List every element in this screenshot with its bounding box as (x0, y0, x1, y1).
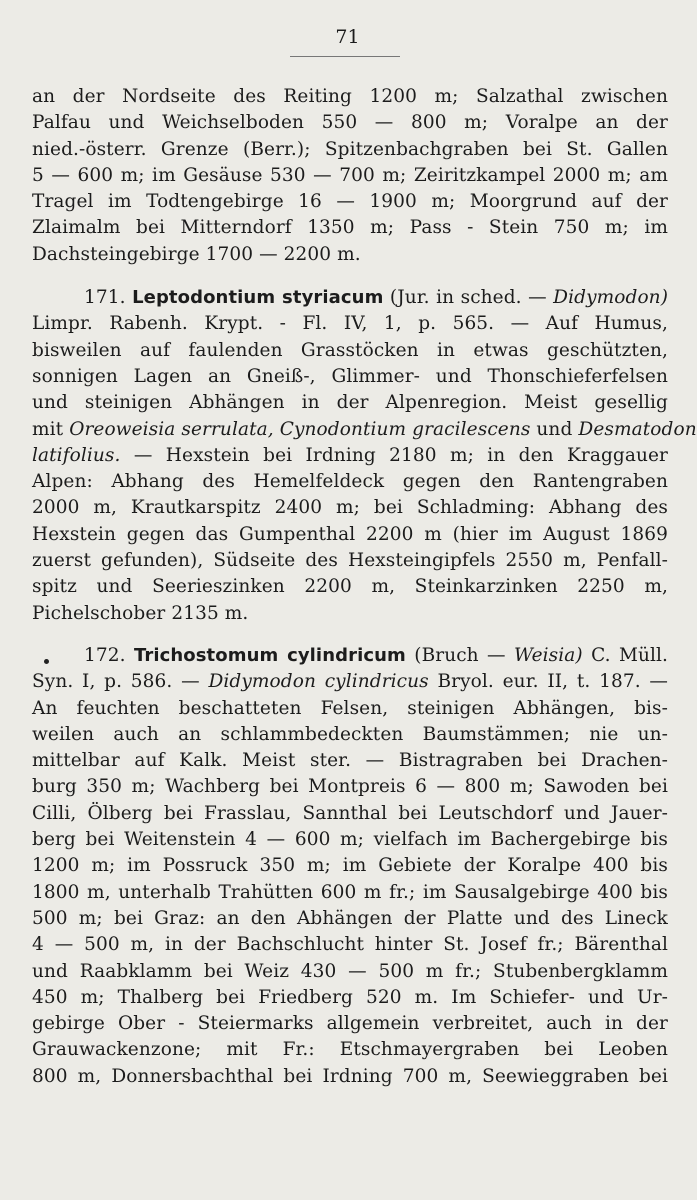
ink-speck (44, 659, 49, 664)
text-line: 450 m; Thalberg bei Friedberg 520 m. Im Schiefer- und Ur- (32, 986, 668, 1008)
entry-number: 171. (84, 287, 126, 309)
page-number: 71 (335, 26, 360, 48)
text-line: Limpr. Rabenh. Krypt. - Fl. IV, 1, p. 565. — Auf Humus, (32, 313, 668, 335)
text-line: 5 — 600 m; im Gesäuse 530 — 700 m; Zeiritzkampel 2000 m; am (32, 164, 668, 186)
text-line: nied.-österr. Grenze (Berr.); Spitzenbachgraben bei St. Gallen (32, 138, 668, 160)
italic-segment: Didymodon cylindricus (208, 671, 429, 693)
text-line: an der Nordseite des Reiting 1200 m; Salzathal zwischen (32, 86, 668, 107)
text-line: und Raabklamm bei Weiz 430 — 500 m fr.; Stubenbergklamm (32, 960, 668, 982)
text-line: sonnigen Lagen an Gneiß-, Glimmer- und Thonschieferfelsen (32, 365, 668, 387)
italic-segment: latifolius. (32, 444, 121, 466)
text-line (32, 669, 668, 695)
text-line: burg 350 m; Wachberg bei Montpreis 6 — 800 m; Sawoden bei (32, 776, 668, 798)
species-name: Trichostomum cylindricum (133, 644, 406, 666)
entry-number: 172. (84, 644, 126, 666)
text-line: Dachsteingebirge 1700 — 2200 m. (32, 243, 361, 265)
text-line: Zlaimalm bei Mitterndorf 1350 m; Pass - Stein 750 m; im (32, 217, 668, 239)
text-line: Hexstein gegen das Gumpenthal 2200 m (hier im August 1869 (32, 523, 668, 545)
text-segment: — Hexstein bei Irdning 2180 m; in den Kraggauer (133, 444, 668, 466)
text-line (32, 417, 697, 443)
text-line: Cilli, Ölberg bei Frasslau, Sannthal bei Leutschdorf und Jauer- (32, 802, 668, 824)
italic-segment: Desmatodon (578, 418, 697, 440)
text-line: An feuchten beschatteten Felsen, steinigen Abhängen, bis- (32, 697, 668, 719)
text-segment: (Jur. in sched. — (389, 287, 547, 309)
text-line: 1200 m; im Possruck 350 m; im Gebiete der Koralpe 400 bis (32, 855, 668, 877)
entry-172 (32, 643, 668, 1090)
text-line: zuerst gefunden), Südseite des Hexsteingipfels 2550 m, Penfall- (32, 550, 668, 572)
italic-segment: Didymodon) (553, 287, 669, 309)
text-line: 2000 m, Krautkarspitz 2400 m; bei Schladming: Abhang des (32, 497, 668, 519)
text-line: und steinigen Abhängen in der Alpenregion. Meist gesellig (32, 392, 668, 414)
entry-heading (32, 643, 668, 669)
text-line: spitz und Seerieszinken 2200 m, Steinkarzinken 2250 m, (32, 576, 668, 598)
text-line: 1800 m, unterhalb Trahütten 600 m fr.; im Sausalgebirge 400 bis (32, 881, 668, 903)
text-line: Alpen: Abhang des Hemelfeldeck gegen den Rantengraben (32, 471, 668, 493)
italic-segment: Weisia) (513, 644, 583, 666)
species-name: Leptodontium styriacum (132, 287, 384, 309)
text-line (32, 443, 668, 469)
header-rule (290, 56, 400, 57)
text-line: weilen auch an schlammbedeckten Baumstämmen; nie un- (32, 723, 668, 745)
text-segment: mit (32, 418, 64, 440)
text-line: Palfau und Weichselboden 550 — 800 m; Voralpe an der (32, 112, 668, 134)
italic-segment: Oreoweisia serrulata, Cynodontium gracilescens (69, 418, 531, 440)
text-line: Pichelschober 2135 m. (32, 602, 249, 624)
entry-171 (32, 285, 697, 627)
text-segment: und (536, 418, 573, 440)
text-line: Grauwackenzone; mit Fr.: Etschmayergraben bei Leoben (32, 1039, 668, 1061)
entry-heading (32, 285, 668, 311)
text-line: bisweilen auf faulenden Grasstöcken in etwas geschützten, (32, 339, 668, 361)
text-line: 800 m, Donnersbachthal bei Irdning 700 m, Seewieggraben bei (32, 1065, 668, 1087)
text-line: berg bei Weitenstein 4 — 600 m; vielfach im Bachergebirge bis (32, 829, 668, 851)
text-segment: (Bruch — (414, 644, 506, 666)
text-line: gebirge Ober - Steiermarks allgemein verbreitet, auch in der (32, 1013, 668, 1035)
continuation-paragraph (32, 84, 668, 268)
text-segment: C. Müll. (591, 644, 669, 666)
text-line: 500 m; bei Graz: an den Abhängen der Platte und des Lineck (32, 907, 668, 929)
text-line: 4 — 500 m, in der Bachschlucht hinter St. Josef fr.; Bärenthal (32, 934, 668, 956)
text-segment: Syn. I, p. 586. — (32, 671, 200, 693)
body-text (32, 84, 697, 1090)
text-segment: Bryol. eur. II, t. 187. — (437, 671, 668, 693)
text-line: Tragel im Todtengebirge 16 — 1900 m; Moorgrund auf der (32, 191, 668, 213)
text-line: mittelbar auf Kalk. Meist ster. — Bistragraben bei Drachen- (32, 750, 668, 772)
